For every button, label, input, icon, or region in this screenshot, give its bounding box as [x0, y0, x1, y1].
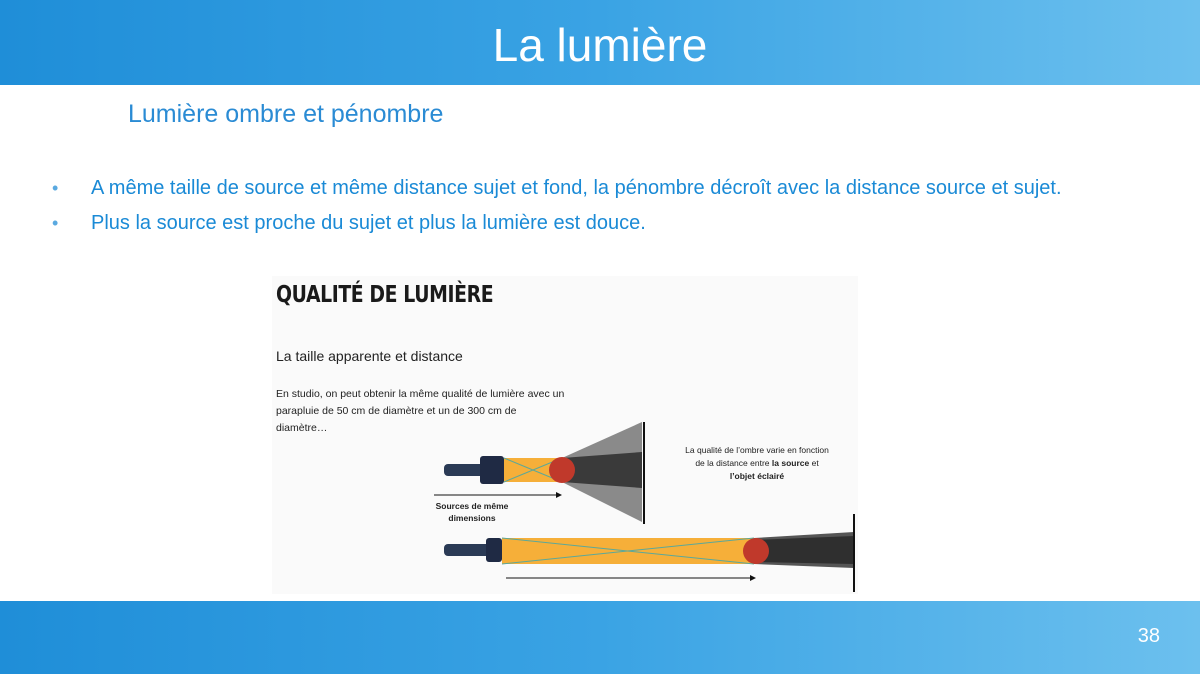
light-quality-figure — [272, 276, 858, 594]
slide-subtitle: Lumière ombre et pénombre — [128, 100, 444, 128]
figure-title: QUALITÉ DE LUMIÈRE — [276, 282, 494, 308]
sphere-bottom — [743, 538, 769, 564]
figure-note-bold-object: l’objet éclairé — [729, 471, 785, 481]
figure-subtitle: La taille apparente et distance — [276, 348, 463, 364]
bullet-dot-icon: • — [52, 213, 59, 233]
slide-title: La lumière — [492, 19, 708, 71]
flashlight-bottom-icon — [444, 538, 502, 562]
figure-note-mid: et — [811, 458, 819, 468]
footer-bar — [0, 601, 1200, 674]
figure-note — [682, 444, 832, 483]
sphere-top — [549, 457, 575, 483]
header-bar — [0, 0, 1200, 85]
figure-note-text: La qualité de l’ombre varie en fonction de la distance entre — [685, 445, 829, 468]
figure-note-bold-source: la source — [771, 458, 810, 468]
bullet-text: Plus la source est proche du sujet et plus la lumière est douce. — [91, 212, 646, 234]
bullet-list — [52, 176, 1162, 246]
flashlight-top-icon — [444, 456, 504, 484]
bullet-item — [52, 176, 1162, 201]
bullet-item — [52, 211, 1162, 236]
bullet-dot-icon: • — [52, 178, 59, 198]
bullet-text: A même taille de source et même distance sujet et fond, la pénombre décroît avec la distance source et sujet. — [91, 177, 1062, 199]
figure-body-text: En studio, on peut obtenir la même qualité de lumière avec un parapluie de 50 cm de diamètre et un de 300 cm de diamètre… — [276, 388, 565, 434]
figure-sources-label: Sources de même dimensions — [435, 501, 509, 523]
page-number: 38 — [1137, 625, 1160, 647]
